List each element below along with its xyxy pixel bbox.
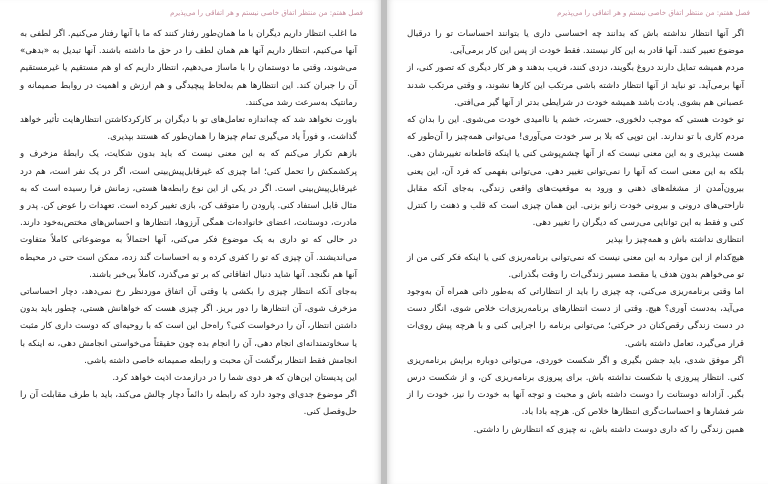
paragraph: اگر موضوع جدی‌ای وجود دارد که رابطه را دائماً دچار چالش می‌کند، باید با طرف مقابلت آن را حل‌وفصل کنی. <box>20 390 357 418</box>
paragraph: اگر آنها انتظار نداشته باش که بدانند چه احساسی داری یا بتوانند احساسات تو را درقبال موضوع تعبیر کنند. آنها قادر به این کار نیستند. فقط خودت از پس این کار برمی‌آیی. <box>407 29 744 57</box>
paragraph: این پدیستان این‌ها‌ن ‌که هر دوی شما را در درازمدت اذیت خواهد کرد. <box>112 373 357 384</box>
running-head-left: فصل هفتم: من منتظر اتفاق خاصی نیستم و هر اتفاقی را می‌پذیرم <box>170 9 363 17</box>
paragraph: به‌جای آنکه انتظار چیزی را بکشی یا وقتی آن اتفاق موردنظر رخ نمی‌دهد، دچار احساساتی مزخرف شوی، آن انتظارها را دور بریز. اگر چیزی هست که خواهانش هستی، چطور باید بدون داشتن انتظار، آن را درخواست کنی؟ راه‌حل این است که با روحیه‌ای که دوست داری کار مثبت یا سخاوتمندانه‌ای انجام دهی، آن را انجام بده چون حقیقتاً می‌خواستی انجامش دهی، نه اینکه با انجامش فقط انتظار برگشت آن محبت و رابطه صمیمانه خاصی داشته باشی. <box>20 287 357 366</box>
paragraph: اگر موفق شدی، باید جشن بگیری و اگر شکست خوردی، می‌توانی دوباره برایش برنامه‌ریزی کنی. انتظار پیروزی یا شکست نداشته باش. برای پیروزی برنامه‌ریزی کن، و از شکست درس بگیر. آزادانه دوستانت را دوست داشته باش و محبت و توجه آنها به خودت را نیز، خودت را از شر فشارها و احساسات‌گری انتظارها خلاص کن. هرچه بادا باد. <box>407 355 744 418</box>
left-page <box>0 0 381 484</box>
paragraph: هیچ‌کدام از این موارد به این معنی نیست که نمی‌توانی برنامه‌ریزی کنی یا اینکه فکر کنی من از تو می‌خواهم بدون هدف یا مقصد مسیر زندگی‌ات را وقت بگذرانی. <box>407 252 744 280</box>
left-page-body <box>20 26 357 422</box>
paragraph: همین زندگی را که داری دوست داشته باش، نه چیزی که انتظارش را داشتی. <box>473 424 744 435</box>
section-heading: انتظاری نداشته باش و همه‌چیز را بپذیر <box>606 235 744 246</box>
paragraph: تو خودت هستی که موجب دلخوری، حسرت، خشم یا ناامیدی خودت می‌شوی. این را بدان که مردم کاری با تو ندارند. این توپی که بلا بر سر خودت می‌آوری! می‌توانی همه‌چیز را آن‌طور که هست بپذیری و به این معنی نیست که از آنها چشم‌پوشی کنی یا اینکه قاطعانه تغییرشان دهی. بلکه به این معنی است که آنها را نمی‌توانی تغییر دهی. می‌توانی بفهمی که فرد آن، این یعنی بیرون‌آمدن از مشغله‌های ذهنی و ورود به موقعیت‌های واقعی زندگی، به‌جای آنکه مقابل ناراحتی‌های درونی و بیرونی خودت زانو بزنی. این همان چیزی است که قلب و ذهنت را کنترل کنی و فقط به این توانایی می‌رسی که دیگران را تغییر دهی. <box>407 115 744 229</box>
paragraph: اما وقتی برنامه‌ریزی می‌کنی، چه چیزی را باید از انتظاراتی که به‌طور ذاتی همراه آن به‌وجود می‌آید، به‌دست آوری؟ هیچ. وقتی از دست انتظارهای برنامه‌ریزی‌ات خلاص شوی، انگار دست در دست زندگی رقص‌کنان در حرکتی؛ می‌توانی برنامه را اجرایی کنی و با هرچه پیش روی‌ات قرار می‌گیرد، تعامل داشته باشی. <box>407 287 744 349</box>
paragraph: ما اغلب انتظار داریم دیگران با ما همان‌طور رفتار کنند که ما با آنها رفتار می‌کنیم. اگر لطفی به آنها می‌کنیم، انتظار داریم آنها هم همان لطف را در حق ما داشته باشند. آنها تبدیل به «بدهی» می‌شوند، وقتی ما دوستمان را با ماساژ می‌دهیم، انتظار داریم که او هم مستقیم یا غیرمستقیم آن را جبران کند. این انتظارها هم به‌لحاظ پیچیدگی و هم ارزش و اهمیت در روابط صمیمانه و رمانتیک به‌سرعت رشد می‌کنند. <box>20 29 357 108</box>
right-page-body <box>407 26 744 439</box>
paragraph: مردم همیشه تمایل دارند دروغ بگویند، دزدی کنند، فریب بدهند و هر کار دیگری که تصور کنی، از آنها برمی‌آید. تو نباید از آنها انتظار داشته باشی مرتکب این کارها نشوند، و وقتی مرتکب شدند عصبانی هم بشوی. یادت باشد همیشه خودت در شرایطی بدتر از آنها گیر می‌افتی. <box>407 63 744 108</box>
right-page <box>387 0 768 484</box>
paragraph: باورت نخواهد شد که چه‌اندازه تعامل‌های تو با دیگران بر کارکرد‌کاشتن انتظارهایت تأثیر خواهد گذاشت، و فوراً یاد می‌گیری تمام چیزها را همان‌طور که هستند بپذیری. <box>20 115 357 143</box>
running-head-right: فصل هفتم: من منتظر اتفاق خاصی نیستم و هر اتفاقی را می‌پذیرم <box>557 9 750 17</box>
paragraph: بازهم تکرار می‌کنم که به این معنی نیست که باید بدون شکایت، یک رابطهٔ مزخرف و پرکشمکش را تحمل کنی؛ اما چیزی که غیرقابل‌پیش‌بینی‌ است، اگر در یک نفر است، هم درد غیرقابل‌پیش‌بینی است. اگر در یکی از این نوع رابطه‌ها هستی، زمانش فرا رسیده است که به مثال قابل استفاد کنی. پارودن را متوقف کن، بازی تغییر کرده است. تعهدات را عوض کن. پدر و مادرت، دوستانت، اعضای خانواده‌ات همگی آرزوها، انتظارها و احساس‌های مختص‌به‌خود دارند. در حالی که تو داری به یک موضوع فکر می‌کنی، آنها احتمالاً به موضوعاتی کاملاً متفاوت می‌اندیشند. آن چیزی که تو را کفری کرده و به احساسات گند زده، ممکن است حتی در محیط‌ه آنها هم نگنجد. آنها شاید دنبال اتفاقاتی که بر تو می‌گذرد، کاملاً بی‌خبر باشند. <box>20 149 357 280</box>
